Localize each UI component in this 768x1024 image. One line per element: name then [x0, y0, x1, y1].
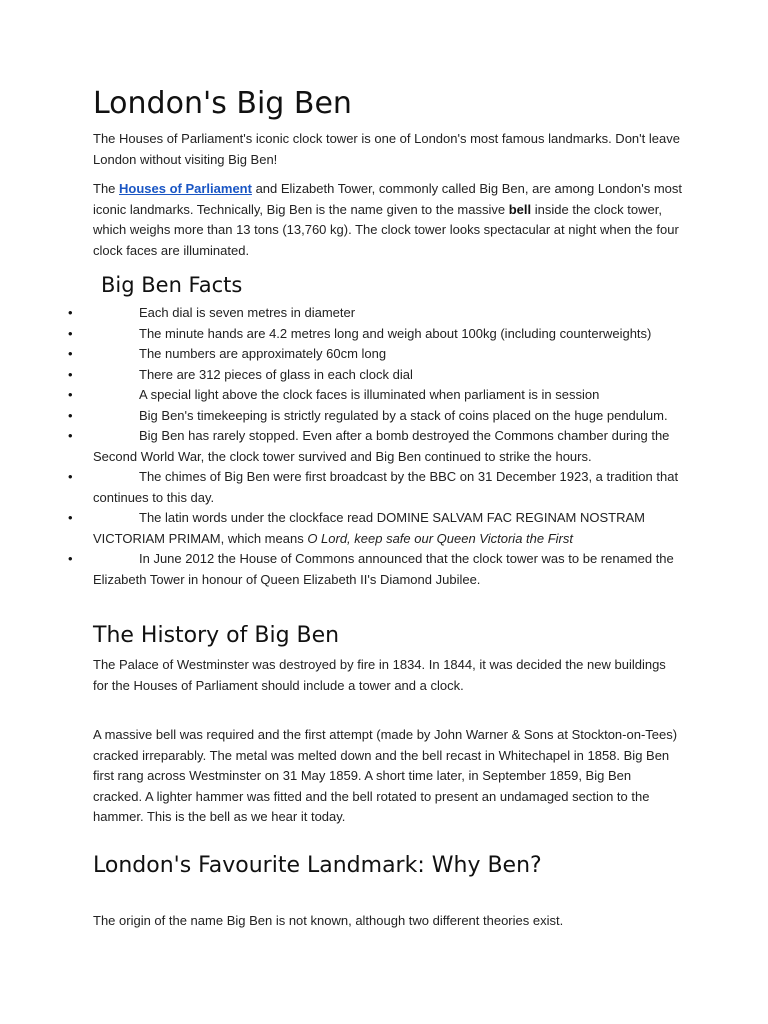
- history-paragraph-1: The Palace of Westminster was destroyed by fire in 1834. In 1844, it was decided the new buildings for the Houses of Parliament should include a tower and a clock.: [93, 657, 666, 693]
- fact-text: The numbers are approximately 60cm long: [139, 346, 387, 361]
- facts-list: [68, 303, 683, 590]
- overview-paragraph: [93, 179, 683, 261]
- fact-text: A special light above the clock faces is illuminated when parliament is in session: [139, 387, 600, 402]
- landmark-paragraph-1: The origin of the name Big Ben is not known, although two different theories exist.: [93, 913, 564, 928]
- facts-heading: Big Ben Facts: [101, 273, 243, 297]
- fact-item: [68, 324, 683, 345]
- fact-item: [68, 406, 683, 427]
- bullet-icon: •: [68, 551, 73, 566]
- page-title: London's Big Ben: [93, 86, 352, 121]
- fact-item: [68, 365, 683, 386]
- fact-item: [68, 467, 683, 508]
- intro-paragraph: The Houses of Parliament's iconic clock tower is one of London's most famous landmarks. Don't leave London without visiting Big Ben!: [93, 131, 680, 167]
- fact-item-latin: [68, 508, 683, 549]
- overview-text-middle: and Elizabeth Tower, commonly called Big Ben, are among London's most iconic landmarks. Technically, Big Ben is the name given to the massive: [93, 181, 682, 217]
- bell-bold-text: bell: [508, 201, 532, 217]
- bullet-icon: •: [68, 407, 73, 423]
- fact-text: In June 2012 the House of Commons announced that the clock tower was to be renamed the Elizabeth Tower in honour of Queen Elizabeth II's Diamond Jubilee.: [93, 551, 674, 587]
- overview-text-start: The: [93, 181, 120, 196]
- landmark-heading: London's Favourite Landmark: Why Ben?: [93, 853, 542, 878]
- fact-text: Big Ben's timekeeping is strictly regulated by a stack of coins placed on the huge pendulum.: [139, 407, 668, 423]
- history-paragraph-2: A massive bell was required and the first attempt (made by John Warner & Sons at Stockton-on-Tees) cracked irreparably. The metal was melted down and the bell recast in Whitechapel in 1858. Big Ben first rang across Westminster on 31 May 1859. A short time later, in September 1859, Big Ben cracked. A lighter hammer was fitted and the bell rotated to present an undamaged section to the hammer. This is the bell as we hear it today.: [93, 727, 678, 824]
- fact-text: There are 312 pieces of glass in each clock dial: [139, 366, 413, 382]
- houses-of-parliament-link[interactable]: Houses of Parliament: [119, 181, 252, 196]
- bullet-icon: •: [68, 346, 73, 361]
- bullet-icon: •: [68, 469, 73, 484]
- bullet-icon: •: [68, 510, 73, 525]
- history-heading: The History of Big Ben: [93, 623, 340, 648]
- bullet-icon: •: [68, 387, 73, 402]
- fact-item: [68, 303, 683, 324]
- fact-text: The latin words under the clockface read DOMINE SALVAM FAC REGINAM NOSTRAM VICTORIAM PRIMAM, which means: [93, 510, 645, 546]
- fact-item: [68, 549, 683, 590]
- latin-translation: O Lord, keep safe our Queen Victoria the First: [307, 530, 573, 546]
- fact-item: [68, 385, 683, 406]
- bullet-icon: •: [68, 366, 73, 382]
- fact-item: [68, 426, 683, 467]
- fact-text: Big Ben has rarely stopped. Even after a bomb destroyed the Commons chamber during the Second World War, the clock tower survived and Big Ben continued to strike the hours.: [93, 428, 670, 464]
- bullet-icon: •: [68, 325, 73, 341]
- bullet-icon: •: [68, 428, 73, 443]
- fact-text: Each dial is seven metres in diameter: [139, 305, 356, 320]
- fact-text: The chimes of Big Ben were first broadcast by the BBC on 31 December 1923, a tradition that continues to this day.: [93, 469, 679, 505]
- overview-text-end: inside the clock tower, which weighs more than 13 tons (13,760 kg). The clock tower looks spectacular at night when the four clock faces are illuminated.: [93, 201, 679, 258]
- bullet-icon: •: [68, 305, 73, 320]
- fact-item: [68, 344, 683, 365]
- fact-text: The minute hands are 4.2 metres long and weigh about 100kg (including counterweights): [139, 325, 652, 341]
